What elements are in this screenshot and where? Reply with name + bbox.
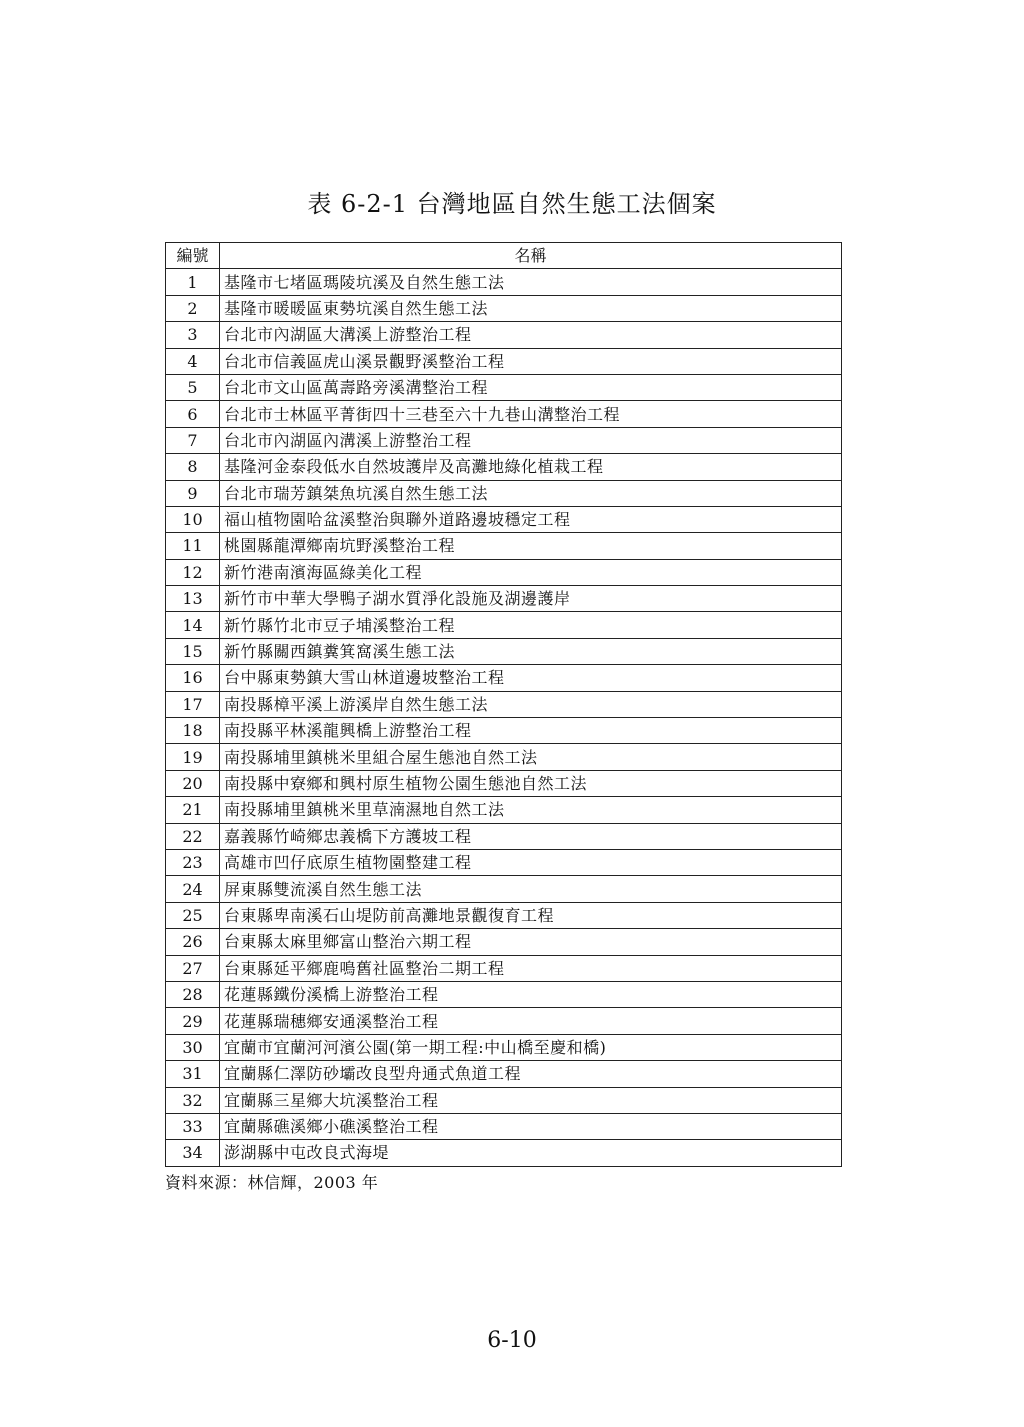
row-number: 5 [166,374,220,400]
table-title: 表 6-2-1 台灣地區自然生態工法個案 [307,190,717,218]
row-number: 18 [166,718,220,744]
table-row [166,374,842,400]
row-number: 26 [166,929,220,955]
row-name: 宜蘭縣仁澤防砂壩改良型舟通式魚道工程 [220,1061,842,1087]
row-name: 宜蘭縣礁溪鄉小礁溪整治工程 [220,1113,842,1139]
row-name: 南投縣埔里鎮桃米里組合屋生態池自然工法 [220,744,842,770]
row-name: 嘉義縣竹崎鄉忠義橋下方護坡工程 [220,823,842,849]
row-name: 台中縣東勢鎮大雪山林道邊坡整治工程 [220,665,842,691]
table-row [166,1008,842,1034]
row-name: 台北市內湖區大溝溪上游整治工程 [220,322,842,348]
case-table [165,242,842,1167]
row-number: 32 [166,1087,220,1113]
table-row [166,823,842,849]
row-name: 宜蘭縣三星鄉大坑溪整治工程 [220,1087,842,1113]
row-number: 31 [166,1061,220,1087]
row-number: 17 [166,691,220,717]
row-name: 澎湖縣中屯改良式海堤 [220,1140,842,1166]
table-row [166,665,842,691]
row-number: 16 [166,665,220,691]
table-row [166,981,842,1007]
row-number: 2 [166,295,220,321]
table-row [166,718,842,744]
table-row [166,1061,842,1087]
row-number: 6 [166,401,220,427]
table-row [166,559,842,585]
row-name: 台北市士林區平菁街四十三巷至六十九巷山溝整治工程 [220,401,842,427]
row-name: 新竹縣竹北市豆子埔溪整治工程 [220,612,842,638]
table-row [166,322,842,348]
row-name: 台東縣卑南溪石山堤防前高灘地景觀復育工程 [220,902,842,928]
row-name: 新竹市中華大學鴨子湖水質淨化設施及湖邊護岸 [220,586,842,612]
table-row [166,427,842,453]
table-row [166,691,842,717]
row-number: 15 [166,638,220,664]
table-row [166,348,842,374]
row-number: 29 [166,1008,220,1034]
row-number: 30 [166,1034,220,1060]
row-name: 花蓮縣鐵份溪橋上游整治工程 [220,981,842,1007]
table-row [166,902,842,928]
row-number: 12 [166,559,220,585]
row-name: 屏東縣雙流溪自然生態工法 [220,876,842,902]
header-no: 編號 [166,243,220,269]
row-name: 台北市信義區虎山溪景觀野溪整治工程 [220,348,842,374]
row-name: 基隆市七堵區瑪陵坑溪及自然生態工法 [220,269,842,295]
table-row [166,770,842,796]
table-row [166,612,842,638]
row-number: 13 [166,586,220,612]
table-row [166,506,842,532]
row-number: 20 [166,770,220,796]
row-name: 高雄市凹仔底原生植物園整建工程 [220,849,842,875]
table-row [166,454,842,480]
row-number: 1 [166,269,220,295]
row-number: 3 [166,322,220,348]
row-name: 新竹港南濱海區綠美化工程 [220,559,842,585]
row-number: 22 [166,823,220,849]
table-row [166,1087,842,1113]
row-number: 14 [166,612,220,638]
row-number: 21 [166,797,220,823]
row-name: 花蓮縣瑞穗鄉安通溪整治工程 [220,1008,842,1034]
table-row [166,1034,842,1060]
row-name: 南投縣中寮鄉和興村原生植物公園生態池自然工法 [220,770,842,796]
row-name: 台北市瑞芳鎮桀魚坑溪自然生態工法 [220,480,842,506]
row-name: 桃園縣龍潭鄉南坑野溪整治工程 [220,533,842,559]
row-name: 基隆河金泰段低水自然坡護岸及高灘地綠化植栽工程 [220,454,842,480]
row-number: 27 [166,955,220,981]
table-row [166,480,842,506]
row-number: 7 [166,427,220,453]
row-name: 南投縣埔里鎮桃米里草湳濕地自然工法 [220,797,842,823]
row-number: 24 [166,876,220,902]
table-row [166,744,842,770]
table-row [166,269,842,295]
table-row [166,876,842,902]
row-name: 台東縣延平鄉鹿鳴舊社區整治二期工程 [220,955,842,981]
row-name: 新竹縣關西鎮糞箕窩溪生態工法 [220,638,842,664]
table-body [166,269,842,1166]
row-name: 南投縣平林溪龍興橋上游整治工程 [220,718,842,744]
table-row [166,638,842,664]
table-row [166,295,842,321]
row-name: 宜蘭市宜蘭河河濱公園(第一期工程:中山橋至慶和橋) [220,1034,842,1060]
page-number: 6-10 [487,1328,537,1353]
table-row [166,849,842,875]
row-number: 23 [166,849,220,875]
table-row [166,1113,842,1139]
row-number: 10 [166,506,220,532]
row-name: 基隆市暖暖區東勢坑溪自然生態工法 [220,295,842,321]
source-note: 資料來源：林信輝，2003 年 [165,1173,379,1192]
table-header-row [166,243,842,269]
row-number: 28 [166,981,220,1007]
table-row [166,929,842,955]
row-number: 4 [166,348,220,374]
row-number: 19 [166,744,220,770]
row-number: 9 [166,480,220,506]
table-row [166,1140,842,1166]
header-name: 名稱 [220,243,842,269]
table-row [166,533,842,559]
row-name: 福山植物園哈盆溪整治與聯外道路邊坡穩定工程 [220,506,842,532]
row-number: 25 [166,902,220,928]
row-number: 8 [166,454,220,480]
row-name: 台東縣太麻里鄉富山整治六期工程 [220,929,842,955]
table-row [166,586,842,612]
row-number: 11 [166,533,220,559]
table-row [166,955,842,981]
row-name: 南投縣樟平溪上游溪岸自然生態工法 [220,691,842,717]
table-row [166,797,842,823]
row-name: 台北市內湖區內溝溪上游整治工程 [220,427,842,453]
row-number: 34 [166,1140,220,1166]
table-row [166,401,842,427]
row-name: 台北市文山區萬壽路旁溪溝整治工程 [220,374,842,400]
row-number: 33 [166,1113,220,1139]
